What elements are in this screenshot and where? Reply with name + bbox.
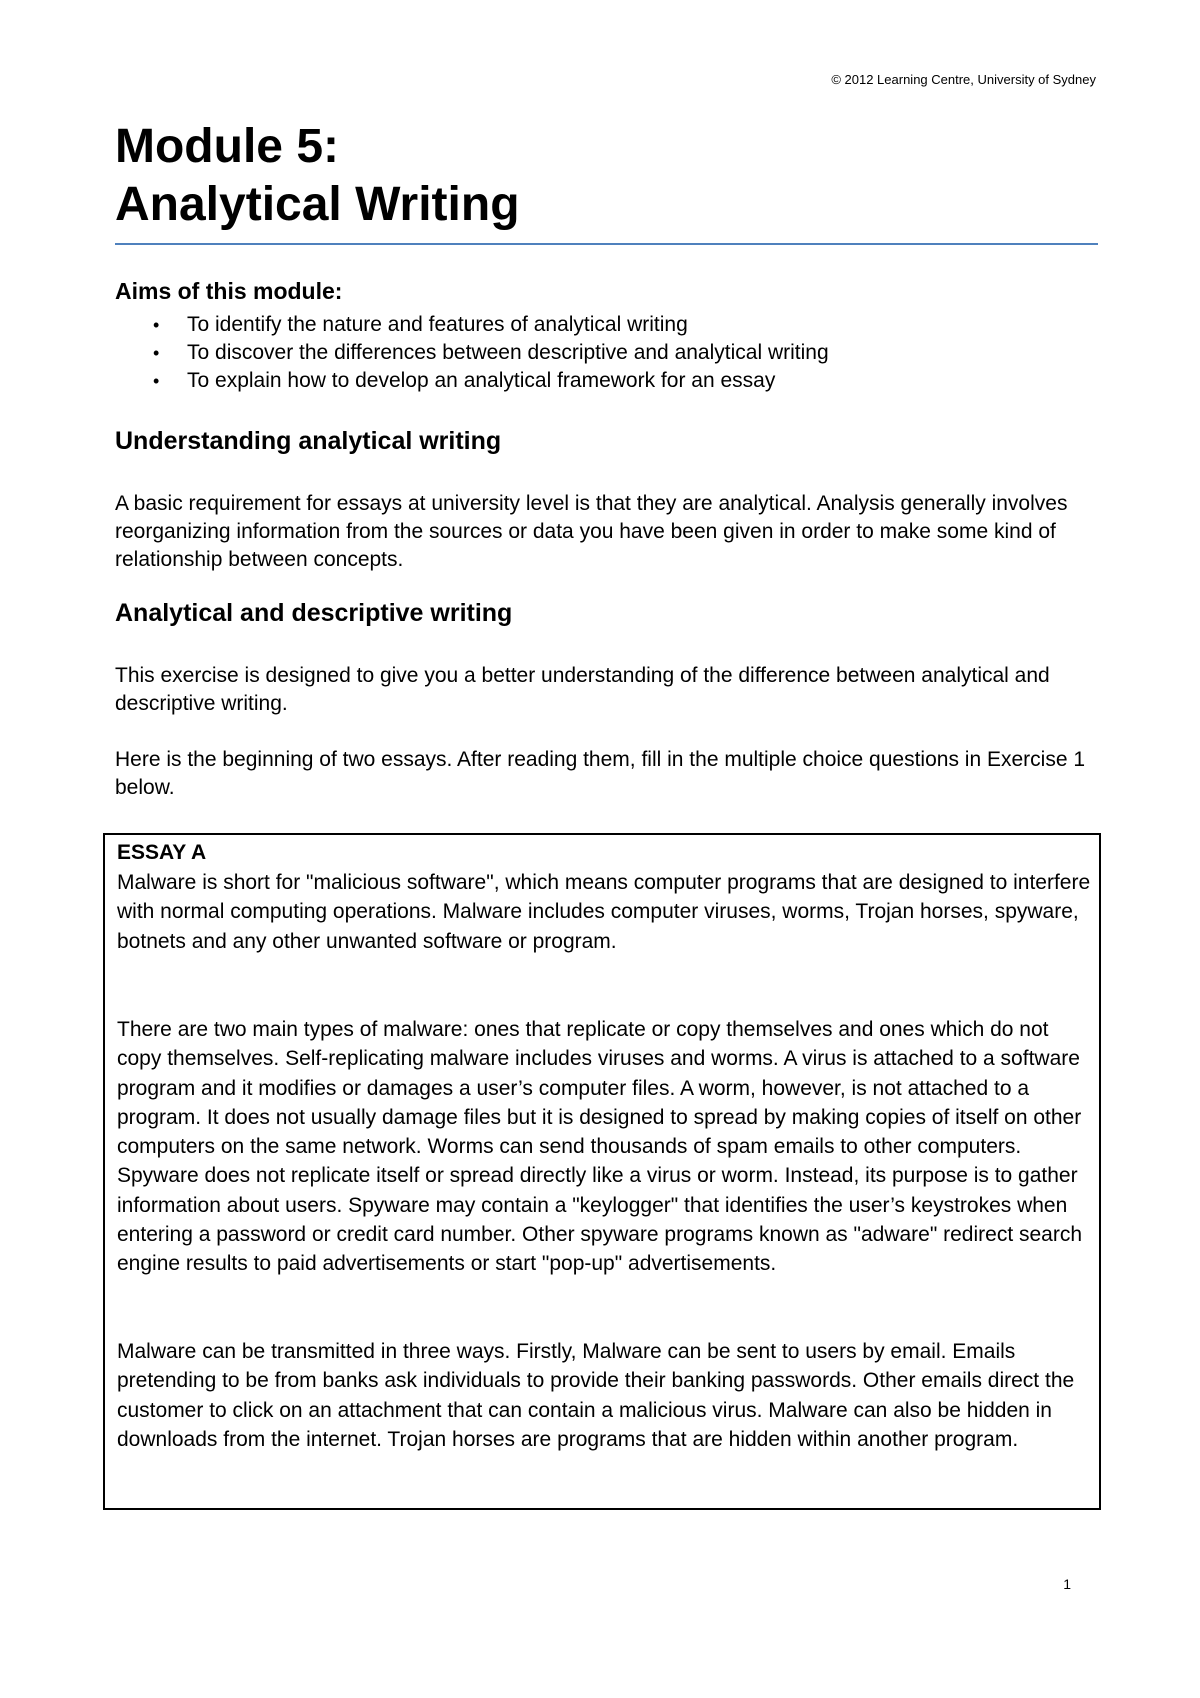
- essay-a-paragraph-1: Malware is short for "malicious software", which means computer programs that are designed to interfere with normal computing operations. Malware includes computer viruses, worms, Trojan horses, spyware, botnets and any other unwanted software or program.: [117, 871, 1091, 953]
- essay-a-paragraph-3: Malware can be transmitted in three ways. Firstly, Malware can be sent to users by email. Emails pretending to be from banks ask individuals to provide their banking passwords. Other emails direct the customer to click on an attachment that can contain a malicious virus. Malware can also be hidden in downloads from the internet. Trojan horses are programs that are hidden within another program.: [117, 1340, 1075, 1451]
- bullet-icon: •: [153, 315, 160, 335]
- title-line-2: Analytical Writing: [115, 178, 520, 231]
- page-title: [115, 118, 520, 234]
- analytical-descriptive-heading: Analytical and descriptive writing: [115, 599, 513, 627]
- essays-intro-paragraph: Here is the beginning of two essays. After reading them, fill in the multiple choice questions in Exercise 1 below.: [115, 748, 1086, 799]
- list-item: [115, 367, 1098, 395]
- bullet-icon: •: [153, 343, 160, 363]
- copyright-note: © 2012 Learning Centre, University of Sydney: [831, 72, 1096, 87]
- understanding-heading: Understanding analytical writing: [115, 427, 502, 455]
- list-item: [115, 339, 1098, 367]
- aims-list: [115, 311, 1098, 395]
- page-number: 1: [1063, 1576, 1071, 1592]
- bullet-icon: •: [153, 371, 160, 391]
- aim-text: To explain how to develop an analytical framework for an essay: [187, 369, 776, 392]
- understanding-paragraph: A basic requirement for essays at university level is that they are analytical. Analysis generally involves reorganizing information from the sources or data you have been given in order to make some kind of relationship between concepts.: [115, 492, 1068, 571]
- exercise-intro-paragraph: This exercise is designed to give you a better understanding of the difference between analytical and descriptive writing.: [115, 664, 1050, 715]
- aim-text: To discover the differences between descriptive and analytical writing: [187, 341, 829, 364]
- aim-text: To identify the nature and features of analytical writing: [187, 313, 688, 336]
- essay-a-box: [103, 833, 1101, 1510]
- aims-heading: Aims of this module:: [115, 278, 343, 304]
- essay-a-title: ESSAY A: [117, 841, 207, 864]
- essay-a-paragraph-2: There are two main types of malware: ones that replicate or copy themselves and ones which do not copy themselves. Self-replicating malware includes viruses and worms. A virus is attached to a software program and it modifies or damages a user’s computer files. A worm, however, is not attached to a program. It does not usually damage files but it is designed to spread by making copies of itself on other computers on the same network. Worms can send thousands of spam emails to other computers. Spyware does not replicate itself or spread directly like a virus or worm. Instead, its purpose is to gather information about users. Spyware may contain a "keylogger" that identifies the user’s keystrokes when entering a password or credit card number. Other spyware programs known as "adware" redirect search engine results to paid advertisements or start "pop-up" advertisements.: [117, 1018, 1083, 1276]
- title-divider: [115, 243, 1098, 245]
- title-line-1: Module 5:: [115, 120, 339, 173]
- list-item: [115, 311, 1098, 339]
